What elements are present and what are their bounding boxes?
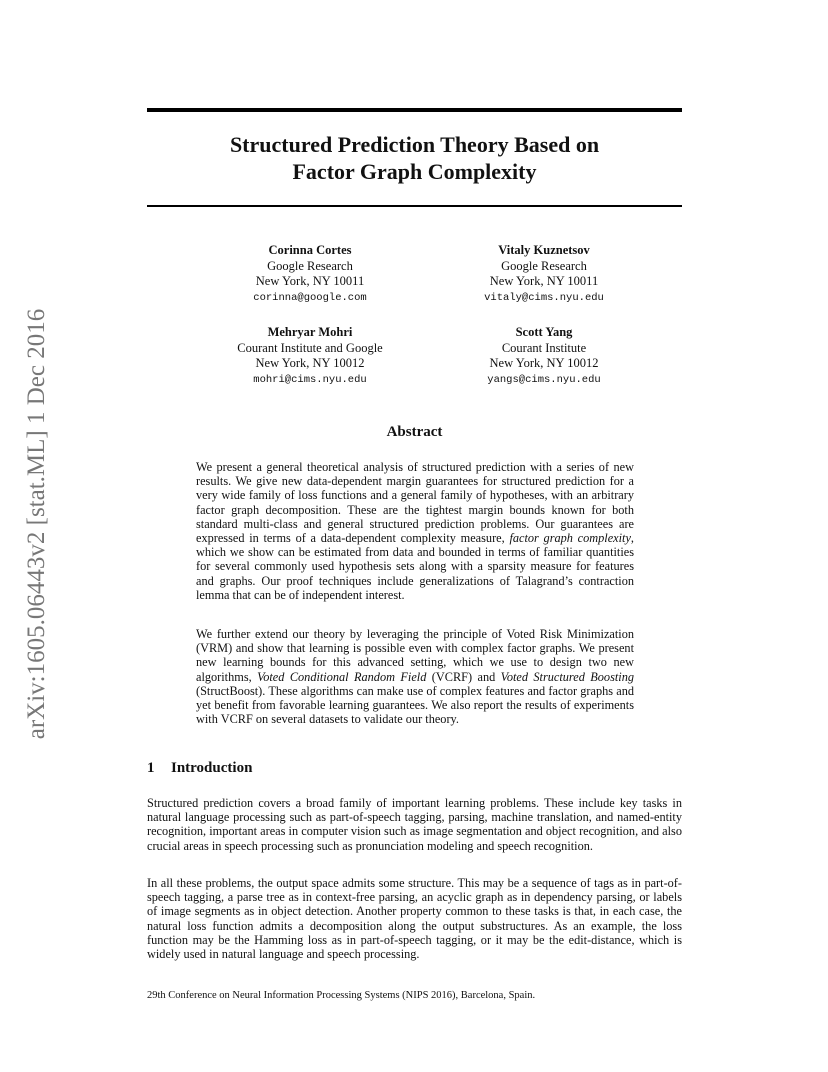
intro-paragraph-2: In all these problems, the output space admits some structure. This may be a sequence of tags as in part-of-speech tagging, a parse tree as in context-free parsing, an acyclic graph as in dependency parsing, or labels of image segments as in object detection. Another property common to these tasks is that, in each case, the natural loss function admits a decomposition along the output substructures. As an example, the loss function may be the Hamming loss as in part-of-speech tagging, or it may be the edit-distance, which is widely used in natural language and speech processing. [147, 876, 682, 962]
abstract-text: (StructBoost). These algorithms can make use of complex features and factor graphs and yet benefit from favorable learning guarantees. We also report the results of experiments with VCRF on several datasets to validate our theory. [196, 683, 634, 727]
author-affiliation: Google Research [501, 258, 587, 273]
title-top-rule [147, 108, 682, 112]
intro-paragraph-1: Structured prediction covers a broad family of important learning problems. These include key tasks in natural language processing such as part-of-speech tagging, parsing, machine translation, and named-entity recognition, important areas in computer vision such as image segmentation and object recognition, and also crucial areas in speech processing such as pronunciation modeling and speech recognition. [147, 796, 682, 853]
arxiv-sidebar [20, 283, 54, 765]
author-block [190, 243, 430, 306]
author-block [424, 243, 664, 306]
abstract-heading: Abstract [386, 424, 443, 440]
author-block [190, 325, 430, 388]
author-affiliation: Courant Institute [501, 340, 587, 355]
conference-footnote: 29th Conference on Neural Information Processing Systems (NIPS 2016), Barcelona, Spain. [147, 990, 536, 1001]
author-block [424, 325, 664, 388]
author-name: Vitaly Kuznetsov [498, 243, 590, 257]
author-address: New York, NY 10011 [255, 274, 365, 288]
author-name: Corinna Cortes [268, 243, 352, 257]
author-address: New York, NY 10011 [489, 274, 599, 288]
abstract-text: , which we show can be estimated from data and bounded in terms of familiar quantities for several commonly used hypothesis sets along with a sparsity measure for features and graphs. Our proof techniques include generalizations of Talagrand’s contraction lemma that can be of independent interest. [196, 531, 634, 602]
title-line-1: Structured Prediction Theory Based on [229, 132, 600, 157]
author-email[interactable]: corinna@google.com [253, 291, 367, 304]
section-title: Introduction [171, 760, 253, 776]
author-email[interactable]: vitaly@cims.nyu.edu [484, 291, 604, 304]
author-affiliation: Google Research [267, 258, 353, 273]
title-bottom-rule [147, 205, 682, 207]
author-name: Mehryar Mohri [267, 325, 353, 339]
abstract-emphasis: Voted Structured Boosting [500, 669, 634, 684]
paper-title [147, 131, 682, 185]
arxiv-identifier[interactable]: arXiv:1605.06443v2 [stat.ML] 1 Dec 2016 [23, 308, 50, 740]
abstract-emphasis: Voted Conditional Random Field [257, 669, 427, 684]
author-email[interactable]: yangs@cims.nyu.edu [487, 373, 601, 386]
abstract-text: We present a general theoretical analysis of structured prediction with a series of new results. We give new data-dependent margin guarantees for structured prediction for a very wide family of loss functions and a general family of hypotheses, with an arbitrary factor graph decomposition. These are the tightest margin bounds known for both standard multi-class and general structured prediction problems. Our guarantees are expressed in terms of a data-dependent complexity measure, [196, 460, 634, 546]
author-address: New York, NY 10012 [255, 356, 365, 370]
abstract-paragraph-1 [196, 460, 634, 602]
author-name: Scott Yang [515, 325, 573, 339]
abstract-text: (VCRF) and [426, 669, 501, 684]
author-affiliation: Courant Institute and Google [237, 340, 383, 355]
author-email[interactable]: mohri@cims.nyu.edu [253, 373, 367, 386]
title-line-2: Factor Graph Complexity [292, 159, 537, 184]
abstract-emphasis: factor graph complexity [509, 531, 631, 546]
section-number: 1 [147, 760, 155, 776]
author-address: New York, NY 10012 [489, 356, 599, 370]
section-heading-introduction [147, 760, 252, 777]
abstract-text: We further extend our theory by leveraging the principle of Voted Risk Minimization (VRM) and show that learning is possible even with complex factor graphs. We present new learning bounds for this advanced setting, which we use to design two new algorithms, [196, 627, 634, 684]
abstract-paragraph-2 [196, 627, 634, 726]
